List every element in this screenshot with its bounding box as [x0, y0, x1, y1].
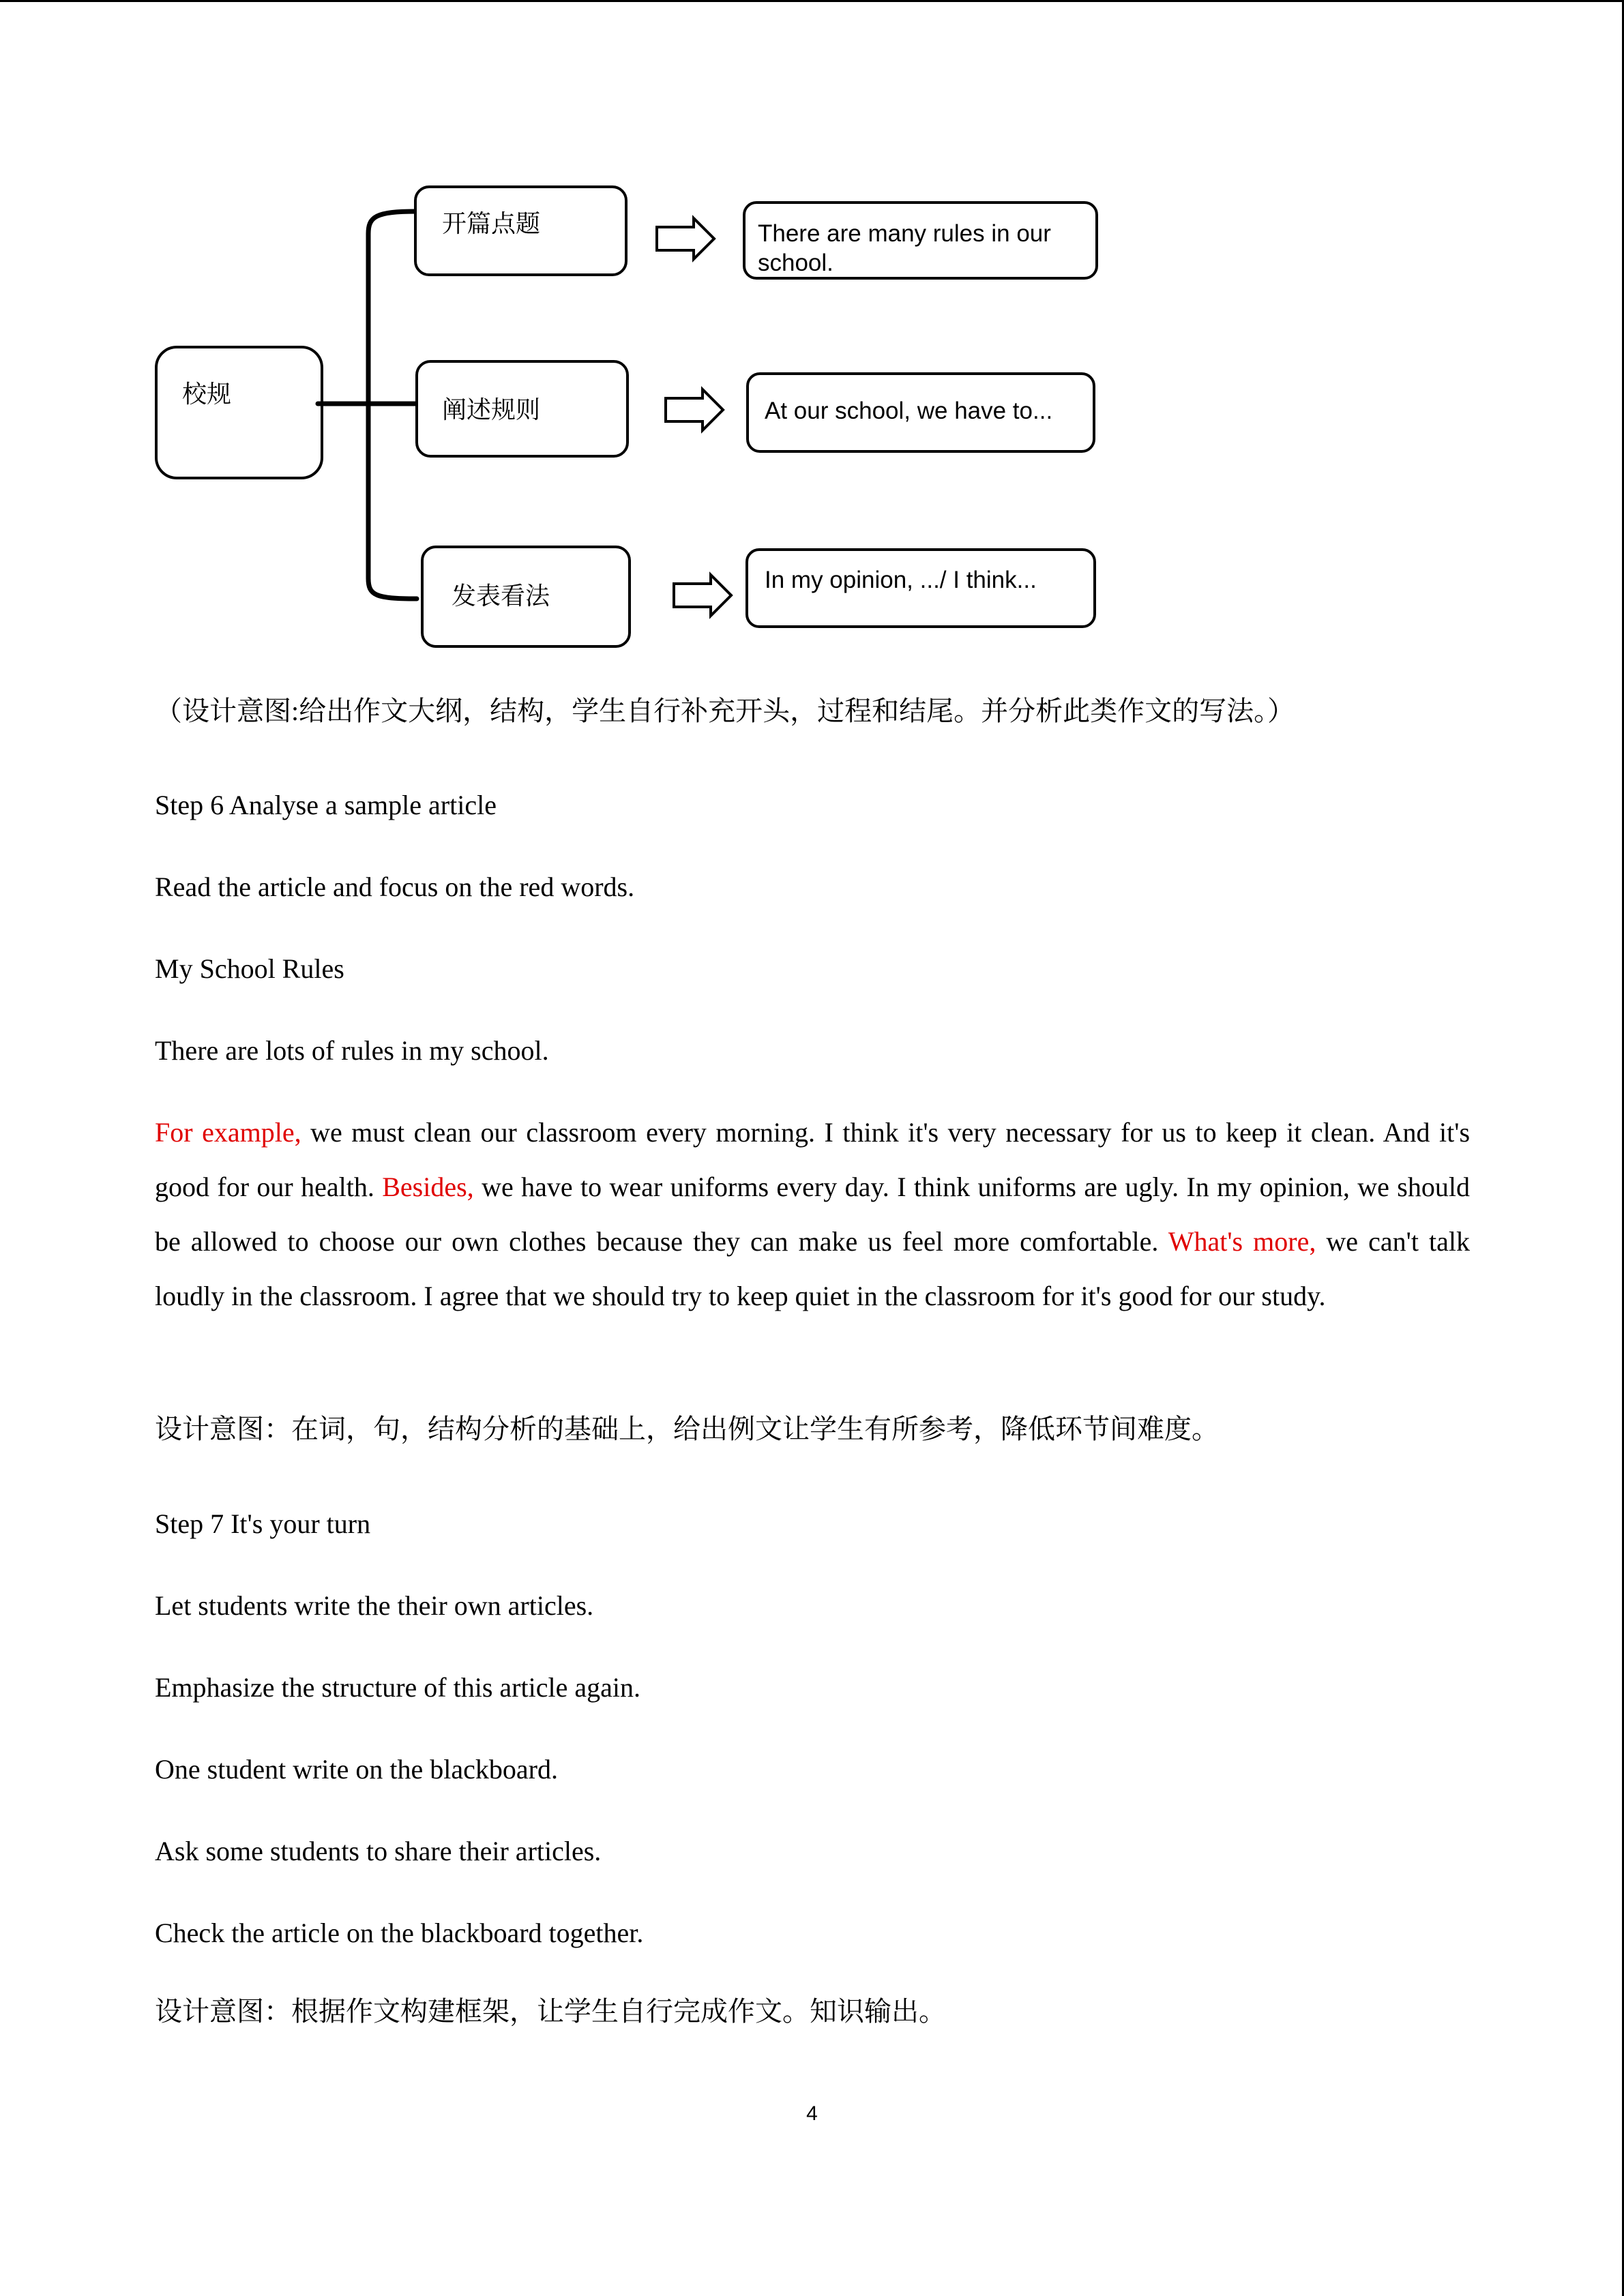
step7-item: Emphasize the structure of this article again. [155, 1672, 640, 1703]
article-intro: There are lots of rules in my school. [155, 1035, 549, 1066]
root-node-label: 校规 [182, 381, 232, 408]
example-text-opening-line1: There are many rules in our [758, 220, 1051, 247]
article-body-text: we have to wear uniforms every day. I think uniforms are ugly. In my opinion, we should be allowed to choose our own clothes because they can make us feel more comfortable. [155, 1172, 1470, 1257]
writing-outline-diagram [0, 2, 1624, 670]
branch-label-opening: 开篇点题 [442, 210, 541, 238]
step7-item: Check the article on the blackboard together. [155, 1918, 644, 1948]
branch-connector [318, 211, 417, 599]
design-intent-writing: 设计意图：根据作文构建框架，让学生自行完成作文。知识输出。 [155, 1996, 946, 2027]
example-text-rules: At our school, we have to... [765, 398, 1053, 424]
example-text-opening-line2: school. [758, 250, 833, 276]
highlight-whats-more: What's more, [1168, 1226, 1316, 1257]
step7-heading: Step 7 It's your turn [155, 1508, 371, 1539]
arrow-icon [666, 389, 723, 430]
branch-label-opinion: 发表看法 [452, 582, 550, 610]
arrow-icon [674, 575, 731, 616]
step7-item: One student write on the blackboard. [155, 1754, 558, 1785]
page-number: 4 [806, 2102, 818, 2125]
highlight-besides: Besides, [382, 1172, 474, 1202]
step6-heading: Step 6 Analyse a sample article [155, 790, 497, 820]
branch-label-rules: 阐述规则 [442, 396, 541, 424]
step7-item: Let students write the their own articles. [155, 1590, 594, 1621]
design-intent-outline: （设计意图:给出作文大纲，结构，学生自行补充开头，过程和结尾。并分析此类作文的写法。） [155, 696, 1295, 726]
design-intent-article: 设计意图：在词，句，结构分析的基础上，给出例文让学生有所参考，降低环节间难度。 [155, 1414, 1219, 1444]
article-title: My School Rules [155, 953, 344, 984]
root-node [156, 347, 322, 478]
article-body-text: we must clean our classroom every morning. I think it's very necessary for us to keep it clean. And it's good for our health. [155, 1117, 1471, 1202]
article-body-text: we can't talk loudly in the classroom. I agree that we should try to keep quiet in the classroom for it's good for our study. [155, 1226, 1470, 1311]
arrow-icon [657, 218, 714, 259]
step6-instruction: Read the article and focus on the red words. [155, 871, 635, 902]
highlight-for-example: For example, [155, 1117, 301, 1148]
step7-item: Ask some students to share their articles. [155, 1836, 602, 1866]
example-text-opinion: In my opinion, .../ I think... [765, 567, 1037, 593]
article-body [155, 1105, 1470, 1324]
